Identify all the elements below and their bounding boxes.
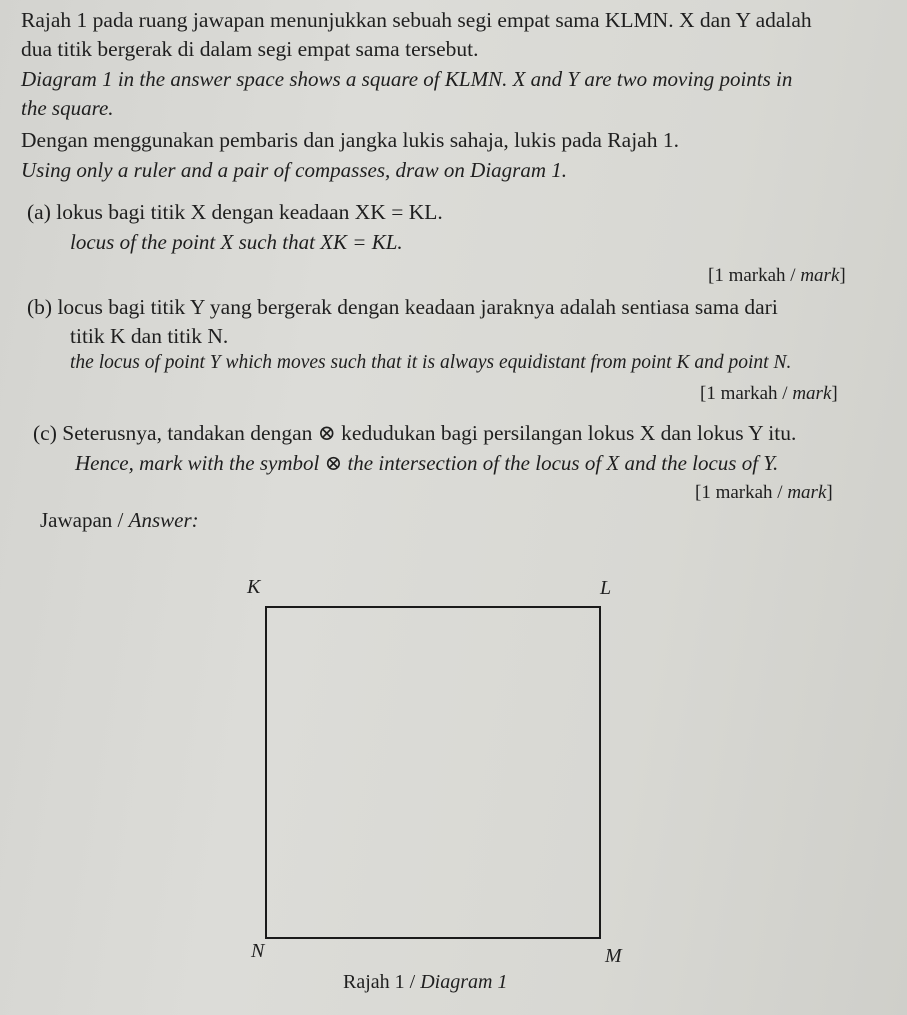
mark-close: ] <box>831 383 838 404</box>
square-klmn <box>265 606 601 939</box>
answer-heading <box>40 510 199 531</box>
mark-english: mark <box>800 265 840 286</box>
mark-english: mark <box>787 482 827 503</box>
caption-english: Diagram 1 <box>420 971 508 993</box>
mark-malay: [1 markah / <box>700 383 793 404</box>
mark-malay: [1 markah / <box>695 482 788 503</box>
part-c-malay: (c) Seterusnya, tandakan dengan ⊗ kedudukan bagi persilangan lokus X dan lokus Y itu. <box>33 421 797 445</box>
vertex-label-l: L <box>600 577 612 599</box>
part-b-mark <box>700 384 838 403</box>
instruction-english: Using only a ruler and a pair of compasses, draw on Diagram 1. <box>21 158 568 182</box>
answer-malay: Jawapan / <box>40 508 129 532</box>
mark-close: ] <box>839 265 846 286</box>
vertex-label-n: N <box>251 940 265 962</box>
intro-malay-line-2: dua titik bergerak di dalam segi empat sama tersebut. <box>21 37 479 61</box>
intro-malay-line-1: Rajah 1 pada ruang jawapan menunjukkan sebuah segi empat sama KLMN. X dan Y adalah <box>21 8 812 32</box>
part-c-mark <box>695 483 833 502</box>
caption-malay: Rajah 1 / <box>343 971 421 993</box>
instruction-malay: Dengan menggunakan pembaris dan jangka lukis sahaja, lukis pada Rajah 1. <box>21 128 679 152</box>
part-b-malay-line-2: titik K dan titik N. <box>70 324 229 348</box>
mark-english: mark <box>792 383 832 404</box>
part-a-mark <box>708 266 846 285</box>
intro-english-line-2: the square. <box>21 96 114 120</box>
diagram-caption <box>343 972 507 992</box>
vertex-label-k: K <box>247 576 261 598</box>
mark-malay: [1 markah / <box>708 265 801 286</box>
mark-close: ] <box>826 482 833 503</box>
vertex-label-m: M <box>605 945 622 967</box>
part-a-malay: (a) lokus bagi titik X dengan keadaan XK = KL. <box>27 200 443 224</box>
answer-english: Answer: <box>128 508 199 532</box>
part-a-english: locus of the point X such that XK = KL. <box>70 230 403 254</box>
part-c-english: Hence, mark with the symbol ⊗ the intersection of the locus of X and the locus of Y. <box>75 451 779 475</box>
part-b-english: the locus of point Y which moves such that it is always equidistant from point K and point N. <box>70 352 792 373</box>
intro-english-line-1: Diagram 1 in the answer space shows a square of KLMN. X and Y are two moving points in <box>21 67 793 91</box>
part-b-malay-line-1: (b) locus bagi titik Y yang bergerak dengan keadaan jaraknya adalah sentiasa sama dari <box>27 295 778 319</box>
